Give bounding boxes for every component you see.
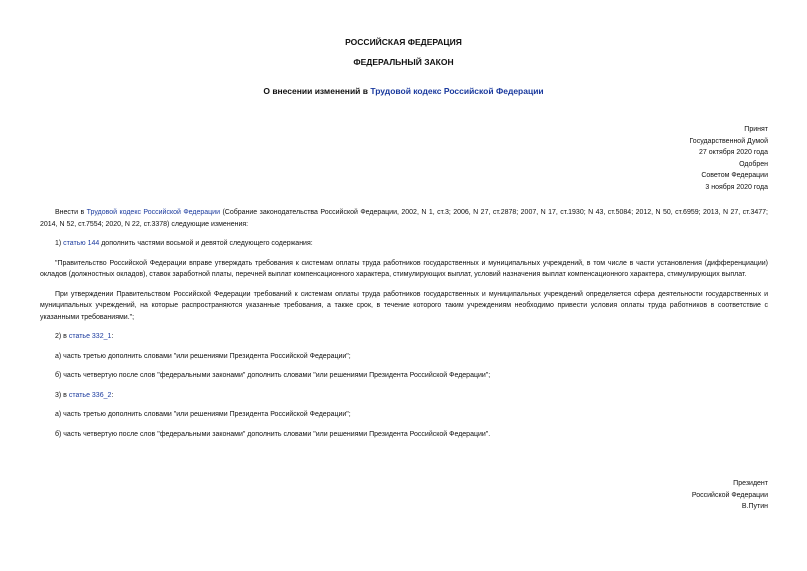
signature-line: Российской Федерации	[691, 491, 768, 499]
law-title-prefix: О внесении изменений в	[263, 86, 371, 96]
item-prefix: 1)	[55, 240, 64, 247]
signature-line: Президент	[733, 480, 768, 487]
adoption-line: 27 октября 2020 года	[699, 149, 768, 156]
quote-paragraph-2: При утверждении Правительством Российской Федерации требований к системам оплаты труда работников государственных и муниципальных учреждений определяется сфера деятельности государственных и муниципальных учреждений, на которые распространяются указанные требования, а также срок, в течение которого таким учреждениям необходимо привести условия оплаты труда работников в соответствие с указанными требованиями.";	[40, 290, 768, 321]
quote-paragraph-1: "Правительство Российской Федерации вправе утверждать требования к системам оплаты труда работников государственных и муниципальных учреждений, в том числе в части установления (дифференциации) окладов (должностных окладов), ставок заработной платы, перечней выплат компенсационного характера, стимулирующих выплат, условий назначения выплат компенсационного характера, стимулирующих выплат.	[40, 259, 768, 278]
item-prefix: 3) в	[55, 391, 69, 399]
item-1	[40, 238, 768, 250]
item-2	[40, 331, 768, 343]
intro-prefix: Внести в	[55, 209, 87, 216]
law-type-heading: ФЕДЕРАЛЬНЫЙ ЗАКОН	[353, 57, 454, 67]
adoption-line: Одобрен	[739, 160, 768, 168]
item-2a: а) часть третью дополнить словами "или решениями Президента Российской Федерации";	[55, 352, 351, 360]
adoption-line: Советом Федерации	[701, 172, 768, 179]
country-heading: РОССИЙСКАЯ ФЕДЕРАЦИЯ	[345, 37, 462, 47]
item-prefix: 2) в	[55, 333, 69, 340]
law-title	[0, 86, 807, 96]
adoption-line: Принят	[744, 126, 768, 133]
signature-line: В.Путин	[741, 503, 768, 510]
intro-paragraph	[40, 207, 768, 230]
law-body	[40, 207, 768, 440]
labor-code-link[interactable]: Трудовой кодекс Российской Федерации	[86, 209, 221, 216]
labor-code-link[interactable]: Трудовой кодекс Российской Федерации	[370, 86, 544, 96]
item-rest: дополнить частями восьмой и девятой следующего содержания:	[99, 240, 313, 247]
adoption-line: 3 ноября 2020 года	[705, 183, 768, 191]
intro-rest: (Собрание законодательства Российской Федерации, 2002, N 1, ст.3; 2006, N 27, ст.2878; 2007, N 17, ст.1930; N 43, ст.5084; 2012, N 50, ст.6959; 2013, N 27, ст.3477; 2014, N 52, ст.7554; 2020, N 22, ст.3378) следующие изменения:	[40, 209, 769, 228]
article-332-1-link[interactable]: статье 332_1	[68, 333, 112, 340]
adoption-line: Государственной Думой	[689, 137, 768, 145]
item-rest: :	[111, 333, 114, 340]
signature-block	[692, 478, 768, 513]
item-3b: б) часть четвертую после слов "федеральными законами" дополнить словами "или решениями Президента Российской Федерации".	[55, 430, 491, 438]
item-rest: :	[111, 391, 114, 399]
item-3a: а) часть третью дополнить словами "или решениями Президента Российской Федерации";	[55, 411, 351, 418]
item-2b: б) часть четвертую после слов "федеральными законами" дополнить словами "или решениями Президента Российской Федерации";	[55, 372, 491, 379]
article-336-2-link[interactable]: статье 336_2	[68, 391, 112, 399]
article-144-link[interactable]: статью 144	[63, 240, 100, 247]
adoption-block	[689, 124, 768, 193]
item-3	[40, 390, 768, 402]
